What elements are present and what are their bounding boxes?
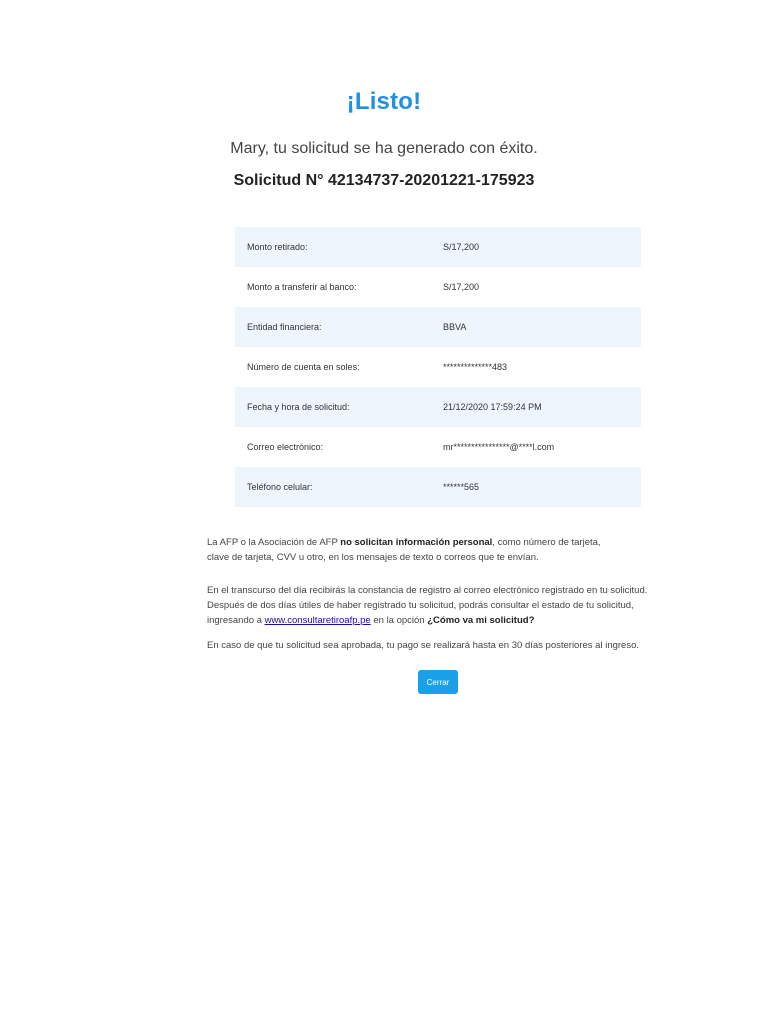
row-label: Correo electrónico:	[247, 442, 324, 452]
page-title: ¡Listo!	[346, 88, 422, 115]
table-row	[235, 387, 641, 427]
table-row	[235, 347, 641, 387]
row-value: S/17,200	[443, 282, 480, 292]
row-value: S/17,200	[443, 242, 480, 252]
row-label: Monto retirado:	[247, 242, 308, 252]
table-row	[235, 307, 641, 347]
table-row	[235, 427, 641, 467]
notice-text: La AFP o la Asociación de AFP	[207, 537, 341, 548]
notice-text: , como número de tarjeta,	[492, 537, 601, 548]
row-label: Monto a transferir al banco:	[247, 282, 357, 292]
row-label: Número de cuenta en soles:	[247, 362, 360, 372]
success-message: Mary, tu solicitud se ha generado con éxito.	[230, 140, 538, 157]
notice-text: Después de dos días útiles de haber registrado tu solicitud, podrás consultar el estado de tu solicitud,	[207, 600, 634, 611]
notice-bold-text: ¿Cómo va mi solicitud?	[427, 615, 535, 626]
row-value: **************483	[443, 362, 508, 372]
row-label: Fecha y hora de solicitud:	[247, 402, 350, 412]
notice-text: ingresando a	[207, 615, 265, 626]
table-row	[235, 467, 641, 507]
close-button[interactable]: Cerrar	[418, 670, 458, 694]
request-details-table	[235, 227, 641, 507]
row-value: mr****************@****l.com	[443, 442, 555, 452]
notice-bold-text: no solicitan información personal	[340, 537, 493, 548]
consult-link[interactable]: www.consultaretiroafp.pe	[264, 615, 371, 626]
table-row	[235, 267, 641, 307]
confirmation-notice	[207, 583, 677, 628]
table-row	[235, 227, 641, 267]
row-value: 21/12/2020 17:59:24 PM	[443, 402, 542, 412]
notice-text: en la opción	[370, 615, 428, 626]
notice-text: clave de tarjeta, CVV u otro, en los mensajes de texto o correos que te envían.	[207, 552, 539, 563]
request-number: Solicitud N° 42134737-20201221-175923	[233, 172, 535, 189]
row-value: BBVA	[443, 322, 467, 332]
payment-notice: En caso de que tu solicitud sea aprobada, tu pago se realizará hasta en 30 días posteriores al ingreso.	[207, 640, 639, 651]
row-label: Teléfono celular:	[247, 482, 313, 492]
row-label: Entidad financiera:	[247, 322, 322, 332]
row-value: ******565	[443, 482, 480, 492]
security-notice	[207, 535, 677, 565]
notice-text: En el transcurso del día recibirás la constancia de registro al correo electrónico registrado en tu solicitud.	[207, 585, 648, 596]
